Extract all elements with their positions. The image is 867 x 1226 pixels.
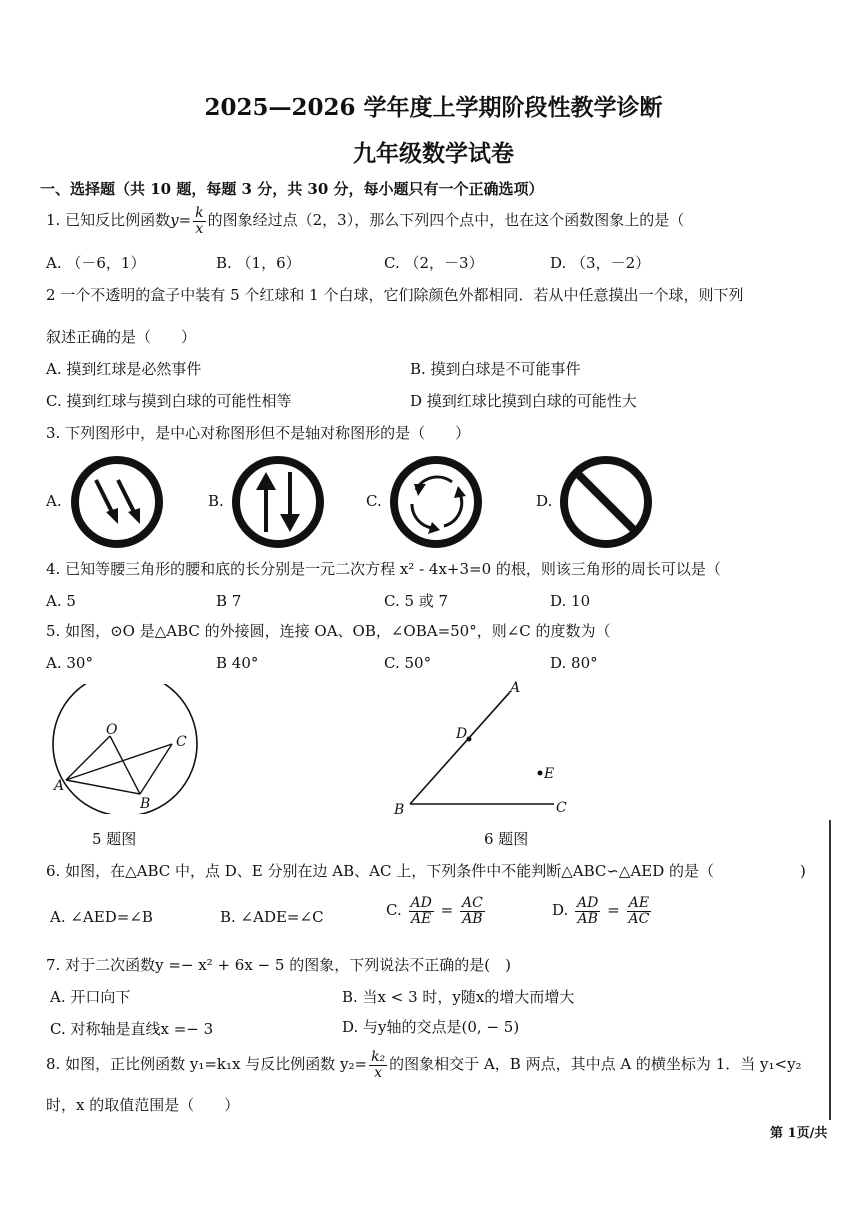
q2-option-d: D 摸到红球比摸到白球的可能性大: [410, 392, 637, 410]
q6-option-b: B. ∠ADE=∠C: [220, 908, 324, 926]
q3-figure-a: [66, 454, 168, 550]
q2-stem-line1: 2 一个不透明的盒子中装有 5 个红球和 1 个白球，它们除颜色外都相同．若从中任意摸出一个球，则下列: [46, 286, 744, 304]
q8-stem-line2: 时，x 的取值范围是（ ）: [46, 1096, 240, 1114]
q1-fraction: $\frac{k}{x}$: [195, 205, 204, 237]
q2-option-b: B. 摸到白球是不可能事件: [410, 360, 581, 378]
q6-option-c: C. $\frac{AD}{AE}$ = $\frac{AC}{AB}$: [386, 895, 483, 927]
fig6-label-b: B: [394, 802, 405, 818]
q7-option-a: A. 开口向下: [50, 988, 131, 1006]
fig5-label-o: O: [106, 722, 118, 738]
exam-subtitle: 九年级数学试卷: [353, 140, 514, 167]
q4-stem: 4. 已知等腰三角形的腰和底的长分别是一元二次方程 x² - 4x+3=0 的根，则该三角形的周长可以是（: [46, 560, 721, 578]
q8-stem: 8. 如图，正比例函数 y₁=k₁x 与反比例函数 y₂= $\frac{\text{k₂}}{x}$ 的图象相交于 A，B 两点，其中点 A 的横坐标为 1．当 y₁<y₂: [46, 1049, 802, 1081]
q7-option-c: C. 对称轴是直线x =− 3: [50, 1020, 214, 1038]
q7-stem: 7. 对于二次函数y =− x² + 6x − 5 的图象，下列说法不正确的是( ): [46, 956, 511, 974]
q2-stem-line2: 叙述正确的是（ ）: [46, 328, 197, 346]
q8-fraction: $\frac{\text{k₂}}{x}$: [371, 1049, 386, 1081]
page-footer: 第 1页/共: [770, 1126, 828, 1141]
q4-option-a: A. 5: [46, 592, 76, 610]
q3-stem: 3. 下列图形中，是中心对称图形但不是轴对称图形的是（ ）: [46, 424, 471, 442]
q6-stem-end: ): [800, 862, 806, 880]
fig5-label-c: C: [176, 734, 187, 750]
q1-option-b: B. （1，6）: [216, 254, 301, 272]
q3-option-c: C.: [366, 492, 382, 510]
q2-option-a: A. 摸到红球是必然事件: [46, 360, 202, 378]
fig5-label-a: A: [54, 778, 65, 794]
q1-option-a: A. （－6，1）: [46, 254, 146, 272]
q7-option-b: B. 当x < 3 时，y随x的增大而增大: [342, 988, 575, 1006]
q3-figure-c: [386, 454, 486, 550]
q1-option-d: D. （3，－2）: [550, 254, 651, 272]
figure-6: [390, 676, 580, 818]
q5-option-d: D. 80°: [550, 654, 598, 672]
q6-option-d: D. $\frac{AD}{AB}$ = $\frac{AE}{AC}$: [552, 895, 650, 927]
margin-line: [829, 820, 831, 1120]
q7-option-d: D. 与y轴的交点是(0, − 5): [342, 1018, 520, 1036]
q1-stem: 1. 已知反比例函数y= $\frac{k}{x}$ 的图象经过点（2，3），那么下列四个点中，也在这个函数图象上的是（: [46, 205, 685, 237]
q3-option-d: D.: [536, 492, 553, 510]
q1-option-c: C. （2，－3）: [384, 254, 484, 272]
q5-option-c: C. 50°: [384, 654, 432, 672]
q3-figure-d: [556, 454, 656, 550]
q2-option-c: C. 摸到红球与摸到白球的可能性相等: [46, 392, 292, 410]
q3-option-a: A.: [46, 492, 62, 510]
exam-title: 2025—2026 学年度上学期阶段性教学诊断: [204, 94, 663, 121]
q5-stem: 5. 如图，⊙O 是△ABC 的外接圆，连接 OA、OB，∠OBA=50°，则∠C 的度数为（: [46, 622, 611, 640]
q4-option-b: B 7: [216, 592, 242, 610]
q6-option-a: A. ∠AED=∠B: [50, 908, 153, 926]
fig5-label-b: B: [140, 796, 151, 812]
q4-option-d: D. 10: [550, 592, 591, 610]
fig6-label-d: D: [456, 726, 468, 742]
figure-6-caption: 6 题图: [484, 830, 529, 848]
q4-option-c: C. 5 或 7: [384, 592, 449, 610]
q3-option-b: B.: [208, 492, 224, 510]
q5-option-b: B 40°: [216, 654, 259, 672]
section-heading: 一、选择题（共 10 题，每题 3 分，共 30 分，每小题只有一个正确选项）: [40, 180, 544, 198]
fig6-label-a: A: [510, 680, 521, 696]
q6-stem: 6. 如图，在△ABC 中，点 D、E 分别在边 AB、AC 上，下列条件中不能判断△ABC∽△AED 的是（: [46, 862, 715, 880]
q5-option-a: A. 30°: [46, 654, 93, 672]
q3-figure-b: [228, 454, 328, 550]
figure-5: [40, 684, 210, 814]
figure-5-caption: 5 题图: [92, 830, 137, 848]
fig6-label-c: C: [556, 800, 567, 816]
fig6-label-e: E: [544, 766, 555, 782]
